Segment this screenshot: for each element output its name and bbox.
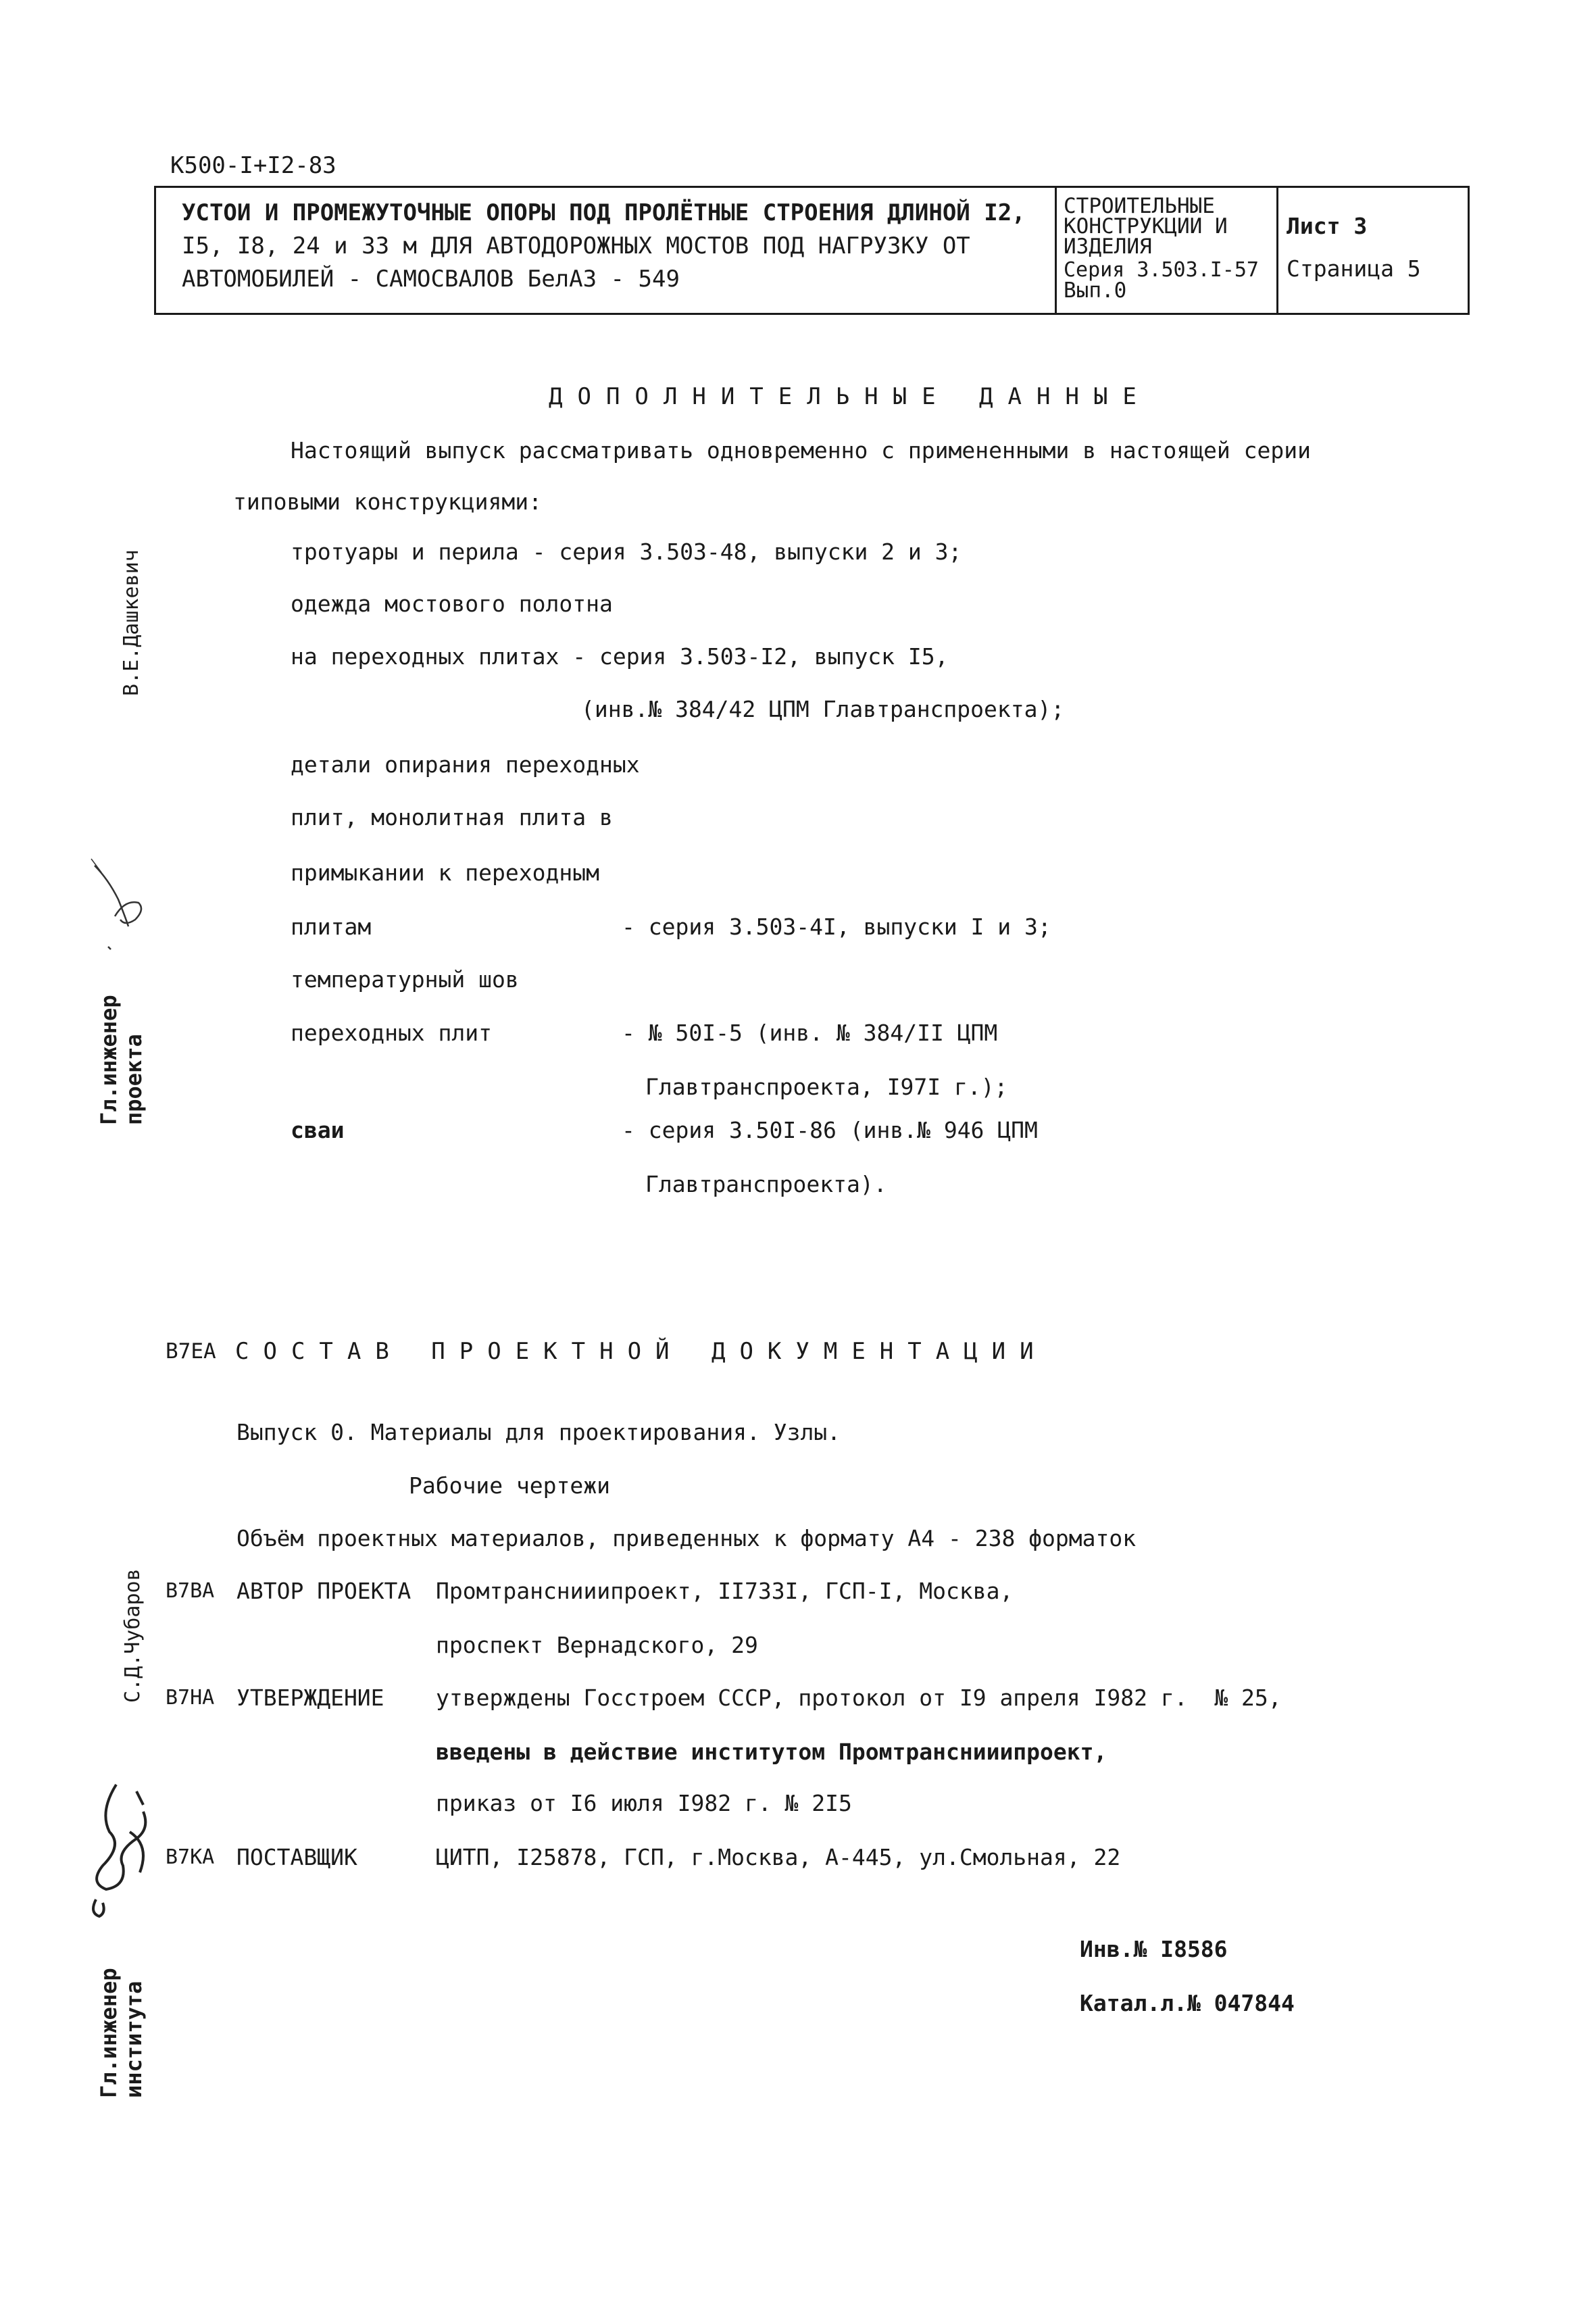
list-item: примыкании к переходным — [291, 860, 599, 886]
sheet-number: Лист 3 — [1287, 213, 1368, 239]
catalog-number: Катал.л.№ 047844 — [1080, 1990, 1295, 2016]
signature-2 — [76, 1720, 164, 1942]
list-item: Главтранспроекта, I97I г.); — [645, 1074, 1008, 1100]
supplier-value: ЦИТП, I25878, ГСП, г.Москва, А-445, ул.Смольная, 22 — [436, 1844, 1121, 1870]
paragraph-line: Настоящий выпуск рассматривать одновременно с примененными в настоящей серии — [291, 437, 1311, 464]
issue-subtitle: Рабочие чертежи — [409, 1472, 611, 1499]
list-item: Главтранспроекта). — [645, 1171, 887, 1197]
list-item-reference: - серия 3.503-4I, выпуски I и 3; — [622, 914, 1051, 940]
margin-name-dashkevich: В.Е.Дашкевич — [120, 549, 143, 696]
category-cell — [1056, 187, 1278, 314]
approval-label: УТВЕРЖДЕНИЕ — [236, 1685, 384, 1711]
author-code: В7ВА — [166, 1579, 215, 1603]
margin-role-institute: института — [121, 1981, 147, 2098]
list-item: на переходных плитах - серия 3.503-I2, выпуск I5, — [291, 643, 949, 670]
list-item: тротуары и перила - серия 3.503-48, выпуски 2 и 3; — [291, 539, 962, 565]
page-number: Страница 5 — [1287, 255, 1421, 282]
margin-role-project: проекта — [121, 1034, 147, 1125]
list-item: плит, монолитная плита в — [291, 804, 613, 830]
list-item: одежда мостового полотна — [291, 591, 613, 617]
title-block — [154, 186, 1470, 315]
supplier-code: В7КА — [166, 1845, 215, 1869]
supplier-label: ПОСТАВЩИК — [236, 1844, 357, 1870]
volume-line: Объём проектных материалов, приведенных к формату А4 - 238 форматок — [236, 1525, 1137, 1551]
list-item: детали опирания переходных — [291, 751, 640, 778]
approval-code: В7НА — [166, 1686, 215, 1710]
title-cell — [155, 187, 1056, 314]
category-line: СТРОИТЕЛЬНЫЕ — [1064, 194, 1215, 218]
author-value: проспект Вернадского, 29 — [436, 1632, 758, 1658]
list-item: (инв.№ 384/42 ЦПМ Главтранспроекта); — [581, 696, 1065, 722]
issue-line: Вып.0 — [1064, 278, 1127, 303]
list-item: сваи — [291, 1117, 345, 1143]
title-line: АВТОМОБИЛЕЙ - САМОСВАЛОВ БелАЗ - 549 — [182, 266, 680, 293]
list-item: температурный шов — [291, 966, 519, 993]
document-code: К500-I+I2-83 — [170, 152, 336, 179]
list-item: плитам — [291, 914, 372, 940]
series-line: Серия 3.503.I-57 — [1064, 258, 1259, 282]
title-line: УСТОИ И ПРОМЕЖУТОЧНЫЕ ОПОРЫ ПОД ПРОЛЁТНЫЕ СТРОЕНИЯ ДЛИНОЙ I2, — [182, 199, 1026, 226]
paragraph-line: типовыми конструкциями: — [233, 489, 542, 515]
author-label: АВТОР ПРОЕКТА — [236, 1578, 412, 1604]
list-item-reference: - № 50I-5 (инв. № 384/II ЦПМ — [622, 1020, 998, 1046]
sheet-cell — [1278, 187, 1469, 314]
category-line: ИЗДЕЛИЯ — [1064, 234, 1152, 259]
list-item-reference: - серия 3.50I-86 (инв.№ 946 ЦПМ — [622, 1117, 1038, 1143]
margin-role-institute: Гл.инженер — [96, 1968, 122, 2098]
margin-role-project: Гл.инженер — [96, 995, 122, 1125]
author-value: Промтранснииипроект, II733I, ГСП-I, Москва, — [436, 1578, 1014, 1604]
section-heading-composition: СОСТАВ ПРОЕКТНОЙ ДОКУМЕНТАЦИИ — [235, 1338, 1048, 1365]
title-line: I5, I8, 24 и 33 м ДЛЯ АВТОДОРОЖНЫХ МОСТОВ ПОД НАГРУЗКУ ОТ — [182, 232, 970, 259]
section-heading-additional: ДОПОЛНИТЕЛЬНЫЕ ДАННЫЕ — [549, 383, 1151, 410]
section-code: В7ЕА — [166, 1339, 216, 1364]
issue-title: Выпуск 0. Материалы для проектирования. Узлы. — [236, 1419, 841, 1445]
approval-value: утверждены Госстроем СССР, протокол от I9 апреля I982 г. № 25, — [436, 1685, 1282, 1711]
margin-name-chubarov: С.Д.Чубаров — [121, 1568, 145, 1703]
signature-1 — [88, 807, 155, 976]
approval-value: введены в действие институтом Промтранснииипроект, — [436, 1739, 1107, 1765]
inventory-number: Инв.№ I8586 — [1080, 1936, 1228, 1962]
approval-value: приказ от I6 июля I982 г. № 2I5 — [436, 1790, 852, 1816]
list-item: переходных плит — [291, 1020, 493, 1046]
category-line: КОНСТРУКЦИИ И — [1064, 214, 1228, 239]
